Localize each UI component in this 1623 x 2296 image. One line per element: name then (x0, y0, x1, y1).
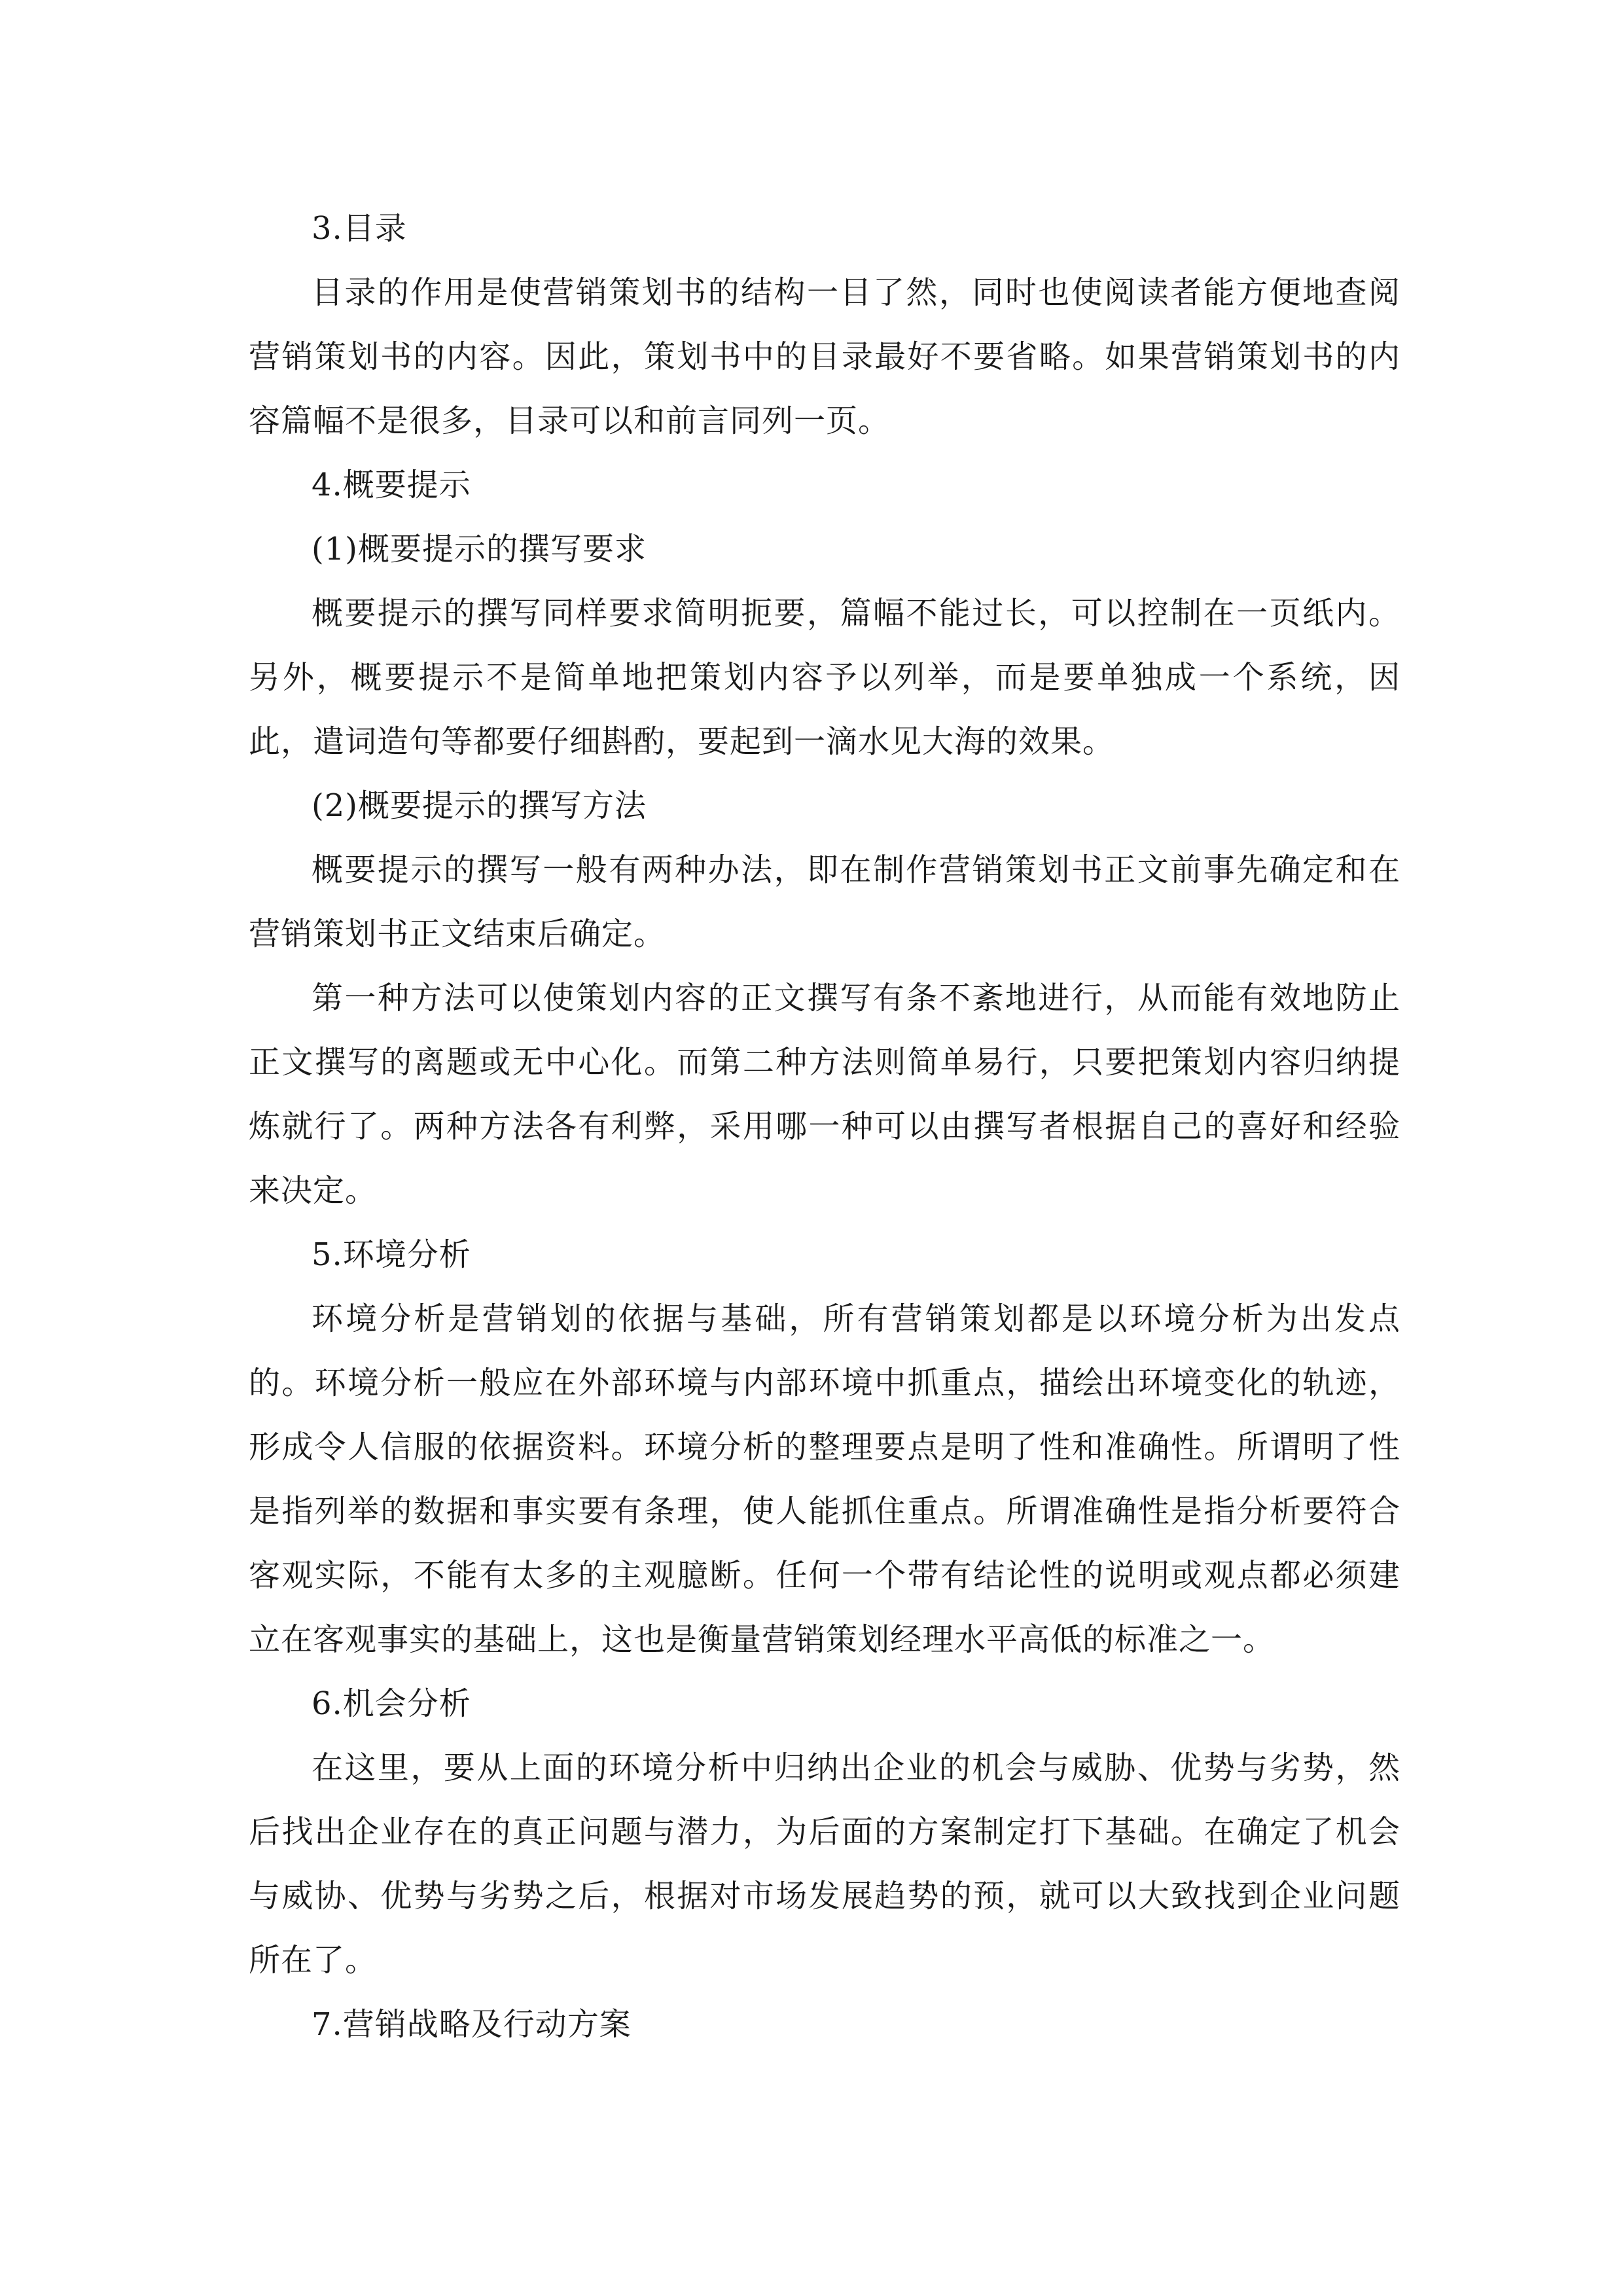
paragraph-summary-requirements: 概要提示的撰写同样要求简明扼要，篇幅不能过长，可以控制在一页纸内。另外，概要提示不是简单地把策划内容予以列举，而是要单独成一个系统，因此，遣词造句等都要仔细斟酌，要起到一滴水见大海的效果。 (249, 595, 1400, 760)
section-heading-opportunity: 6.机会分析 (312, 1685, 471, 1722)
paragraph-environment: 环境分析是营销划的依据与基础，所有营销策划都是以环境分析为出发点的。环境分析一般应在外部环境与内部环境中抓重点，描绘出环境变化的轨迹，形成令人信服的依据资料。环境分析的整理要点是明了性和准确性。所谓明了性是指列举的数据和事实要有条理，使人能抓住重点。所谓准确性是指分析要符合客观实际，不能有太多的主观臆断。任何一个带有结论性的说明或观点都必须建立在客观事实的基础上，这也是衡量营销策划经理水平高低的标准之一。 (249, 1300, 1400, 1658)
section-heading-toc: 3.目录 (312, 210, 407, 247)
paragraph-summary-methods: 概要提示的撰写一般有两种办法，即在制作营销策划书正文前事先确定和在营销策划书正文结束后确定。 (249, 852, 1400, 952)
subheading-summary-methods: (2)概要提示的撰写方法 (312, 787, 647, 824)
document-page (249, 196, 1400, 2056)
section-heading-summary: 4.概要提示 (312, 467, 471, 503)
paragraph-summary-comparison: 第一种方法可以使策划内容的正文撰写有条不紊地进行，从而能有效地防止正文撰写的离题或无中心化。而第二种方法则简单易行，只要把策划内容归纳提炼就行了。两种方法各有利弊，采用哪一种可以由撰写者根据自己的喜好和经验来决定。 (249, 980, 1400, 1209)
section-heading-environment: 5.环境分析 (312, 1236, 471, 1273)
paragraph-opportunity: 在这里，要从上面的环境分析中归纳出企业的机会与威胁、优势与劣势，然后找出企业存在的真正问题与潜力，为后面的方案制定打下基础。在确定了机会与威协、优势与劣势之后，根据对市场发展趋势的预，就可以大致找到企业问题所在了。 (249, 1749, 1400, 1979)
paragraph-toc: 目录的作用是使营销策划书的结构一目了然，同时也使阅读者能方便地查阅营销策划书的内容。因此，策划书中的目录最好不要省略。如果营销策划书的内容篇幅不是很多，目录可以和前言同列一页。 (249, 274, 1400, 439)
subheading-summary-requirements: (1)概要提示的撰写要求 (312, 531, 647, 567)
section-heading-strategy: 7.营销战略及行动方案 (312, 2006, 632, 2043)
